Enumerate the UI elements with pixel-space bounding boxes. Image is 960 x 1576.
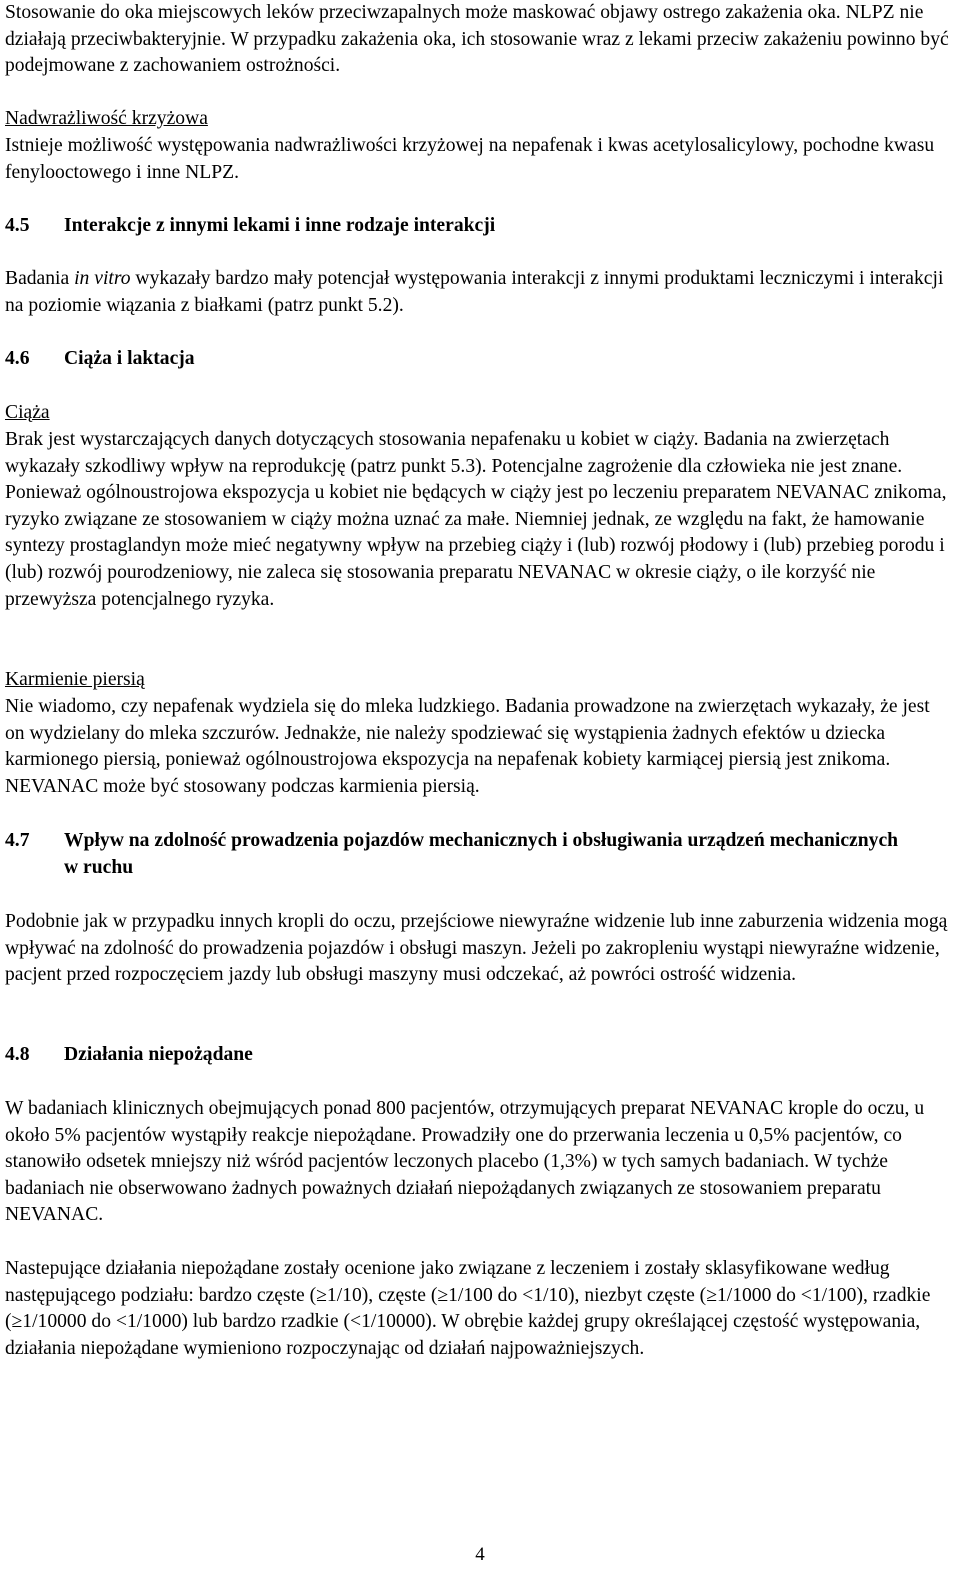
cross-sensitivity-text: Istnieje możliwość występowania nadwrażliwości krzyżowej na nepafenak i kwas acetylosalicylowy, pochodne kwasu fenylooctowego i inne NLPZ.: [5, 135, 935, 183]
section-number: 4.8: [5, 1044, 30, 1065]
section-4-6-heading: [5, 346, 951, 373]
section-4-5-text: [5, 266, 951, 319]
section-4-7-heading: [5, 828, 951, 881]
section-number: 4.5: [5, 215, 30, 236]
section-4-8-heading: [5, 1042, 951, 1069]
lactation-title: Karmienie piersią: [5, 669, 145, 690]
section-4-7-text: Podobnie jak w przypadku innych kropli do oczu, przejściowe niewyraźne widzenie lub inne zaburzenia widzenia mogą wpływać na zdolność do prowadzenia pojazdów i obsługi maszyn. Jeżeli po zakropleniu wystąpi niewyraźne widzenie, pacjent przed rozpoczęciem jazdy lub obsługi maszyny musi odczekać, aż powróci ostrość widzenia.: [5, 911, 948, 986]
text-part: Badania: [5, 268, 75, 289]
section-4-8-paragraph-2: Nastepujące działania niepożądane zostały ocenione jako związane z leczeniem i zostały sklasyfikowane według następującego podziału: bardzo częste (≥1/10), częste (≥1/100 do <1/10), niezbyt częste (≥1/1000 do <1/100), rzadkie (≥1/10000 do <1/1000) lub bardzo rzadkie (<1/10000). W obrębie każdej grupy określającej częstość występowania, działania niepożądane wymieniono rozpoczynając od działań najpoważniejszych.: [5, 1258, 931, 1359]
section-4-8-paragraph-1: W badaniach klinicznych obejmujących ponad 800 pacjentów, otrzymujących preparat NEVANAC krople do oczu, u około 5% pacjentów wystąpiły reakcje niepożądane. Prowadziły one do przerwania leczenia u 0,5% pacjentów, co stanowiło odsetek mniejszy niż wśród pacjentów leczonych placebo (1,3%) w tych samych badaniach. W tychże badaniach nie obserwowano żadnych poważnych działań niepożądanych związanych ze stosowaniem preparatu NEVANAC.: [5, 1098, 925, 1226]
pregnancy-text: Brak jest wystarczających danych dotyczących stosowania nepafenaku u kobiet w ciąży. Badania na zwierzętach wykazały szkodliwy wpływ na reprodukcję (patrz punkt 5.3). Potencjalne zagrożenie dla człowieka nie jest znane. Ponieważ ogólnoustrojowa ekspozycja u kobiet nie będących w ciąży jest po leczeniu preparatem NEVANAC znikoma, ryzyko związane ze stosowaniem w ciąży można uznać za małe. Niemniej jednak, ze względu na fakt, że hamowanie syntezy prostaglandyn może mieć negatywny wpływ na przebieg ciąży i (lub) rozwój płodowy i (lub) przebieg porodu i (lub) rozwój pourodzeniowy, nie zaleca się stosowania preparatu NEVANAC w okresie ciąży, o ile korzyść nie przewyższa potencjalnego ryzyka.: [5, 429, 947, 610]
section-title: Działania niepożądane: [64, 1044, 253, 1065]
text-part: wykazały bardzo mały potencjał występowania interakcji z innymi produktami leczniczymi i interakcji na poziomie wiązania z białkami (patrz punkt 5.2).: [5, 268, 944, 316]
section-title: Interakcje z innymi lekami i inne rodzaje interakcji: [64, 215, 496, 236]
section-number: 4.7: [5, 830, 30, 851]
cross-sensitivity-title: Nadwrażliwość krzyżowa: [5, 108, 208, 129]
text-italic: in vitro: [74, 268, 131, 289]
page-number: 4: [475, 1544, 485, 1565]
intro-paragraph: Stosowanie do oka miejscowych leków przeciwzapalnych może maskować objawy ostrego zakażenia oka. NLPZ nie działają przeciwbakteryjnie. W przypadku zakażenia oka, ich stosowanie wraz z lekami przeciw zakażeniu powinno być podejmowane z zachowaniem ostrożności.: [5, 2, 949, 77]
section-title: Ciąża i laktacja: [64, 348, 195, 369]
lactation-text: Nie wiadomo, czy nepafenak wydziela się do mleka ludzkiego. Badania prowadzone na zwierzętach wykazały, że jest on wydzielany do mleka szczurów. Jednakże, nie należy spodziewać się wystąpienia żadnych efektów u dziecka karmionego piersią, ponieważ ogólnoustrojowa ekspozycja na nepafenak kobiety karmiącej piersią jest znikoma. NEVANAC może być stosowany podczas karmienia piersią.: [5, 696, 930, 797]
section-4-5-heading: [5, 213, 951, 240]
pregnancy-title: Ciąża: [5, 402, 50, 423]
section-number: 4.6: [5, 348, 30, 369]
section-title: Wpływ na zdolność prowadzenia pojazdów mechanicznych i obsługiwania urządzeń mechanicznych w ruchu: [64, 830, 899, 878]
